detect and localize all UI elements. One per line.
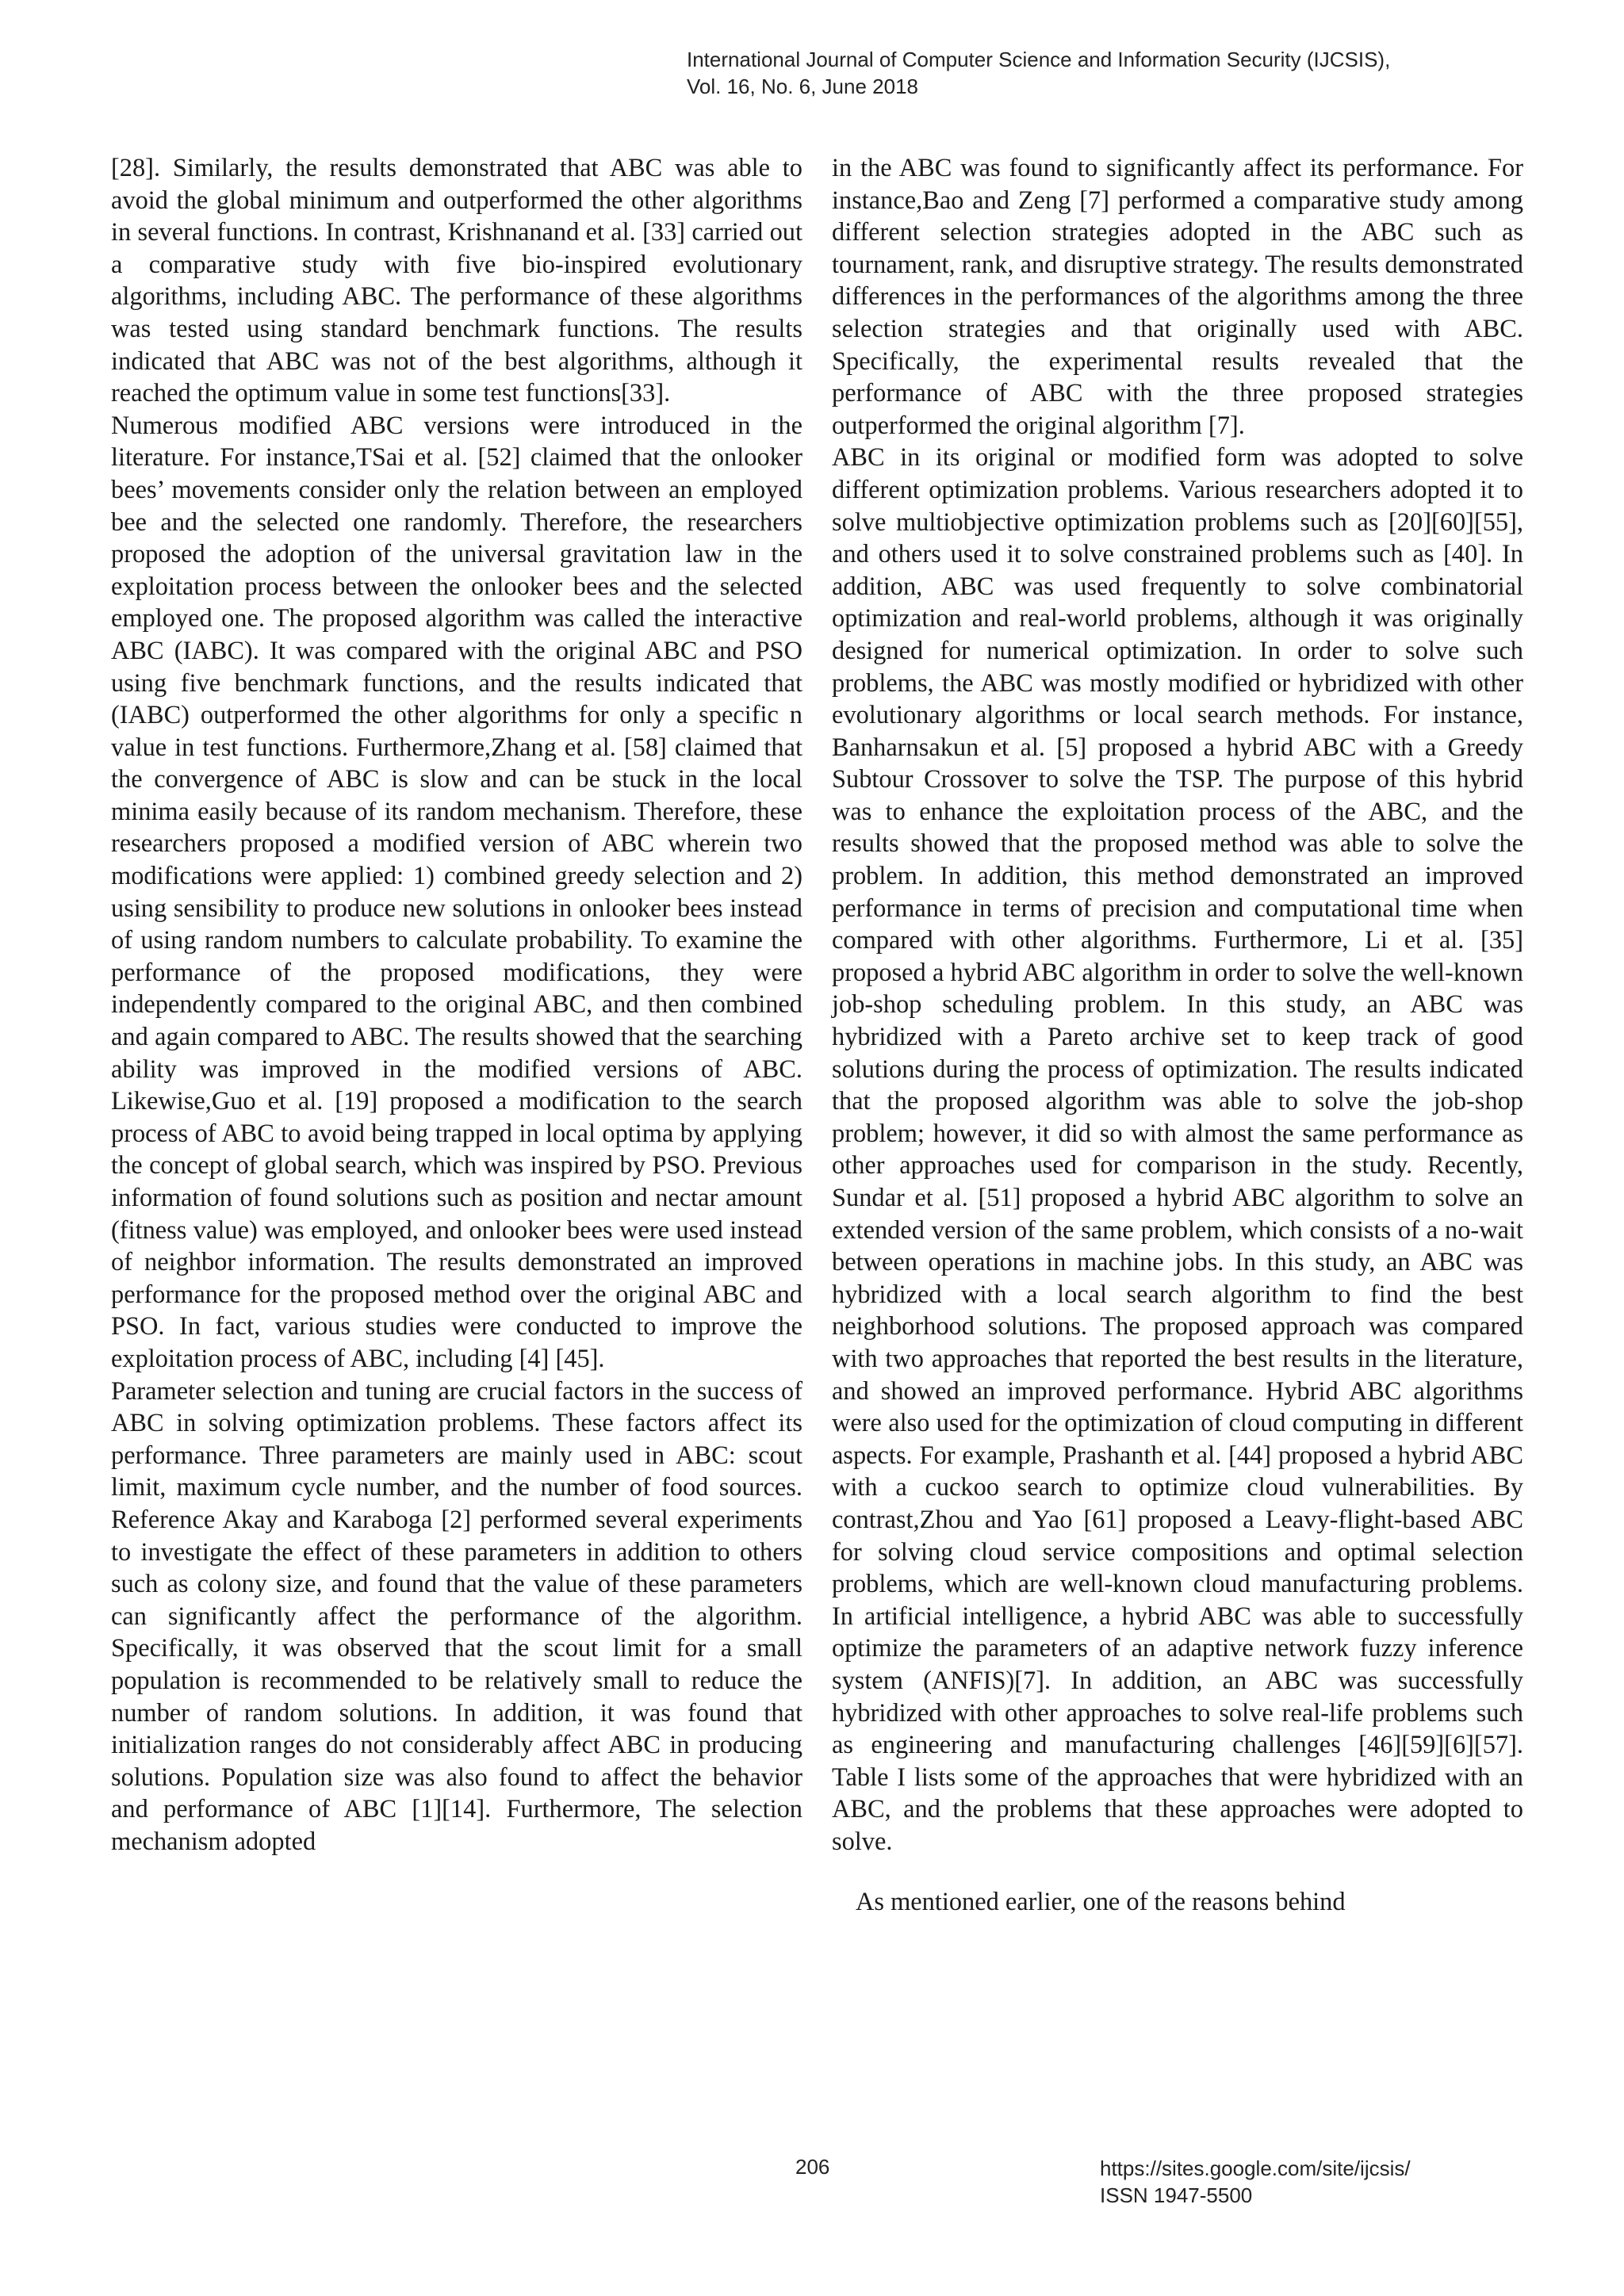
journal-issue: Vol. 16, No. 6, June 2018 [687, 75, 918, 98]
paragraph: in the ABC was found to significantly affect its performance. For instance,Bao and Zeng [7] performed a comparative study among different selection strategies adopted in the ABC such as tournament, rank, and disruptive strategy. The results demonstrated differences in the performances of the algorithms among the three selection strategies and that originally used with ABC. Specifically, the experimental results revealed that the performance of ABC with the three proposed strategies outperformed the original algorithm [7]. [832, 154, 1523, 440]
footer-issn: ISSN 1947-5500 [1100, 2183, 1253, 2207]
paragraph: ABC in its original or modified form was adopted to solve different optimization problems. Various researchers adopted it to solve multiobjective optimization problems such as [20][60][55], and others used it to solve constrained problems such as [40]. In addition, ABC was used frequently to solve combinatorial optimization and real-world problems, although it was originally designed for numerical optimization. In order to solve such problems, the ABC was mostly modified or hybridized with other evolutionary algorithms or local search methods. For instance, Banharnsakun et al. [5] proposed a hybrid ABC with a Greedy Subtour Crossover to solve the TSP. The purpose of this hybrid was to enhance the exploitation process of the ABC, and the results showed that the proposed method was able to solve the problem. In addition, this method demonstrated an improved performance in terms of precision and computational time when compared with other algorithms. Furthermore, Li et al. [35] proposed a hybrid ABC algorithm in order to solve the well-known job-shop scheduling problem. In this study, an ABC was hybridized with a Pareto archive set to keep track of good solutions during the process of optimization. The results indicated that the proposed algorithm was able to solve the job-shop problem; however, it did so with almost the same performance as other approaches used for comparison in the study. Recently, Sundar et al. [51] proposed a hybrid ABC algorithm to solve an extended version of the same problem, which consists of a no-wait between operations in machine jobs. In this study, an ABC was hybridized with a local search algorithm to find the best neighborhood solutions. The proposed approach was compared with two approaches that reported the best results in the literature, and showed an improved performance. Hybrid ABC algorithms were also used for the optimization of cloud computing in different aspects. For example, Prashanth et al. [44] proposed a hybrid ABC with a cuckoo search to optimize cloud vulnerabilities. By contrast,Zhou and Yao [61] proposed a Leavy-flight-based ABC for solving cloud service compositions and optimal selection problems, which are well-known cloud manufacturing problems. In artificial intelligence, a hybrid ABC was able to successfully optimize the parameters of an adaptive network fuzzy inference system (ANFIS)[7]. In addition, an ABC was successfully hybridized with other approaches to solve real-life problems such as engineering and manufacturing challenges [46][59][6][57]. Table I lists some of the approaches that were hybridized with an ABC, and the problems that these approaches were adopted to solve. [832, 443, 1523, 1856]
footer-url: https://sites.google.com/site/ijcsis/ [1100, 2156, 1411, 2180]
right-column [832, 152, 1523, 1919]
paragraph: Parameter selection and tuning are crucial factors in the success of ABC in solving optimization problems. These factors affect its performance. Three parameters are mainly used in ABC: scout limit, maximum cycle number, and the number of food sources. Reference Akay and Karaboga [2] performed several experiments to investigate the effect of these parameters in addition to others such as colony size, and found that the value of these parameters can significantly affect the performance of the algorithm. Specifically, it was observed that the scout limit for a small population is recommended to be relatively small to reduce the number of random solutions. In addition, it was found that initialization ranges do not considerably affect ABC in producing solutions. Population size was also found to affect the behavior and performance of ABC [1][14]. Furthermore, The selection mechanism adopted [111, 1376, 802, 1856]
journal-title: International Journal of Computer Science and Information Security (IJCSIS), [687, 48, 1391, 71]
page-number: 206 [795, 2155, 830, 2179]
left-column [111, 152, 802, 1858]
paragraph: As mentioned earlier, one of the reasons behind [856, 1888, 1346, 1917]
footer-info [1100, 2155, 1411, 2209]
journal-header [687, 46, 1480, 100]
paragraph: Numerous modified ABC versions were introduced in the literature. For instance,TSai et al. [52] claimed that the onlooker bees’ movements consider only the relation between an employed bee and the selected one randomly. Therefore, the researchers proposed the adoption of the universal gravitation law in the exploitation process between the onlooker bees and the selected employed one. The proposed algorithm was called the interactive ABC (IABC). It was compared with the original ABC and PSO using five benchmark functions, and the results indicated that (IABC) outperformed the other algorithms for only a specific n value in test functions. Furthermore,Zhang et al. [58] claimed that the convergence of ABC is slow and can be stuck in the local minima easily because of its random mechanism. Therefore, these researchers proposed a modified version of ABC wherein two modifications were applied: 1) combined greedy selection and 2) using sensibility to produce new solutions in onlooker bees instead of using random numbers to calculate probability. To examine the performance of the proposed modifications, they were independently compared to the original ABC, and then combined and again compared to ABC. The results showed that the searching ability was improved in the modified versions of ABC. Likewise,Guo et al. [19] proposed a modification to the search process of ABC to avoid being trapped in local optima by applying the concept of global search, which was inspired by PSO. Previous information of found solutions such as position and nectar amount (fitness value) was employed, and onlooker bees were used instead of neighbor information. The results demonstrated an improved performance for the proposed method over the original ABC and PSO. In fact, various studies were conducted to improve the exploitation process of ABC, including [4] [45]. [111, 411, 802, 1373]
paragraph: [28]. Similarly, the results demonstrated that ABC was able to avoid the global minimum and outperformed the other algorithms in several functions. In contrast, Krishnanand et al. [33] carried out a comparative study with five bio-inspired evolutionary algorithms, including ABC. The performance of these algorithms was tested using standard benchmark functions. The results indicated that ABC was not of the best algorithms, although it reached the optimum value in some test functions[33]. [111, 154, 802, 408]
